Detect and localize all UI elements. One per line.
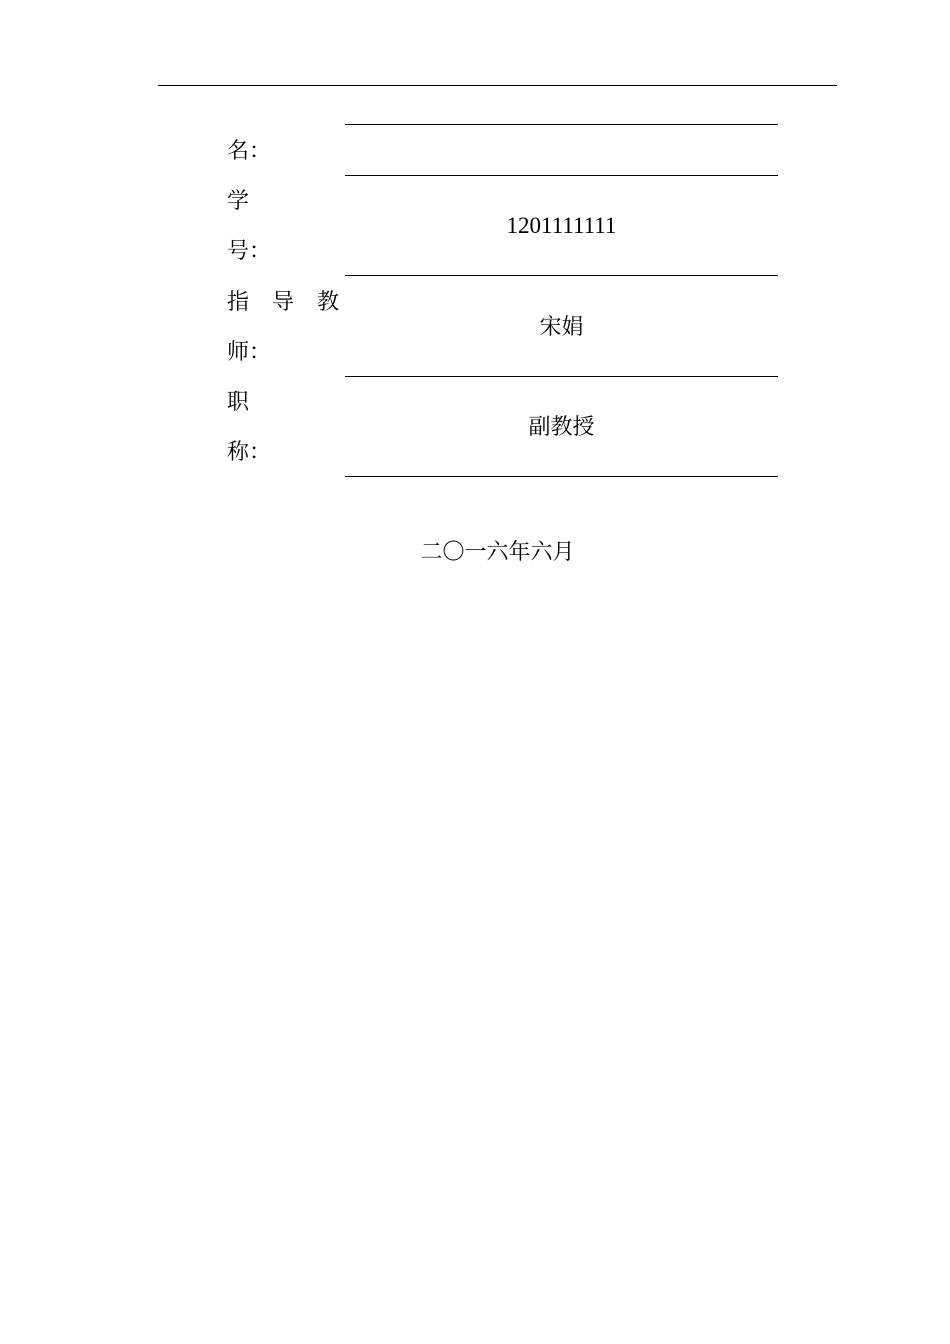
advisor-value: 宋娟 <box>539 315 584 340</box>
title-label-line2: 称： <box>227 440 272 465</box>
title-value: 副教授 <box>528 415 595 440</box>
title-label-line1: 职 <box>227 390 250 415</box>
advisor-label-char-1: 指 <box>227 290 250 315</box>
header-rule <box>158 85 837 86</box>
name-field-bottom-rule <box>345 175 778 176</box>
student-id-label-line2: 号： <box>227 239 272 264</box>
advisor-label-line1 <box>227 288 339 318</box>
advisor-field-bottom-rule <box>345 376 778 377</box>
advisor-label-line2: 师： <box>227 340 272 365</box>
name-value <box>345 137 778 167</box>
title-field-bottom-rule <box>345 476 778 477</box>
name-field-top-rule <box>345 124 778 125</box>
advisor-label-char-2: 导 <box>271 290 294 315</box>
student-id-label-line1: 学 <box>227 189 250 214</box>
submission-date: 二〇一六年六月 <box>420 540 575 565</box>
name-label: 名： <box>227 139 272 164</box>
student-id-value: 1201111111 <box>506 213 617 238</box>
student-id-field-bottom-rule <box>345 275 778 276</box>
advisor-label-char-3: 教 <box>316 290 339 315</box>
